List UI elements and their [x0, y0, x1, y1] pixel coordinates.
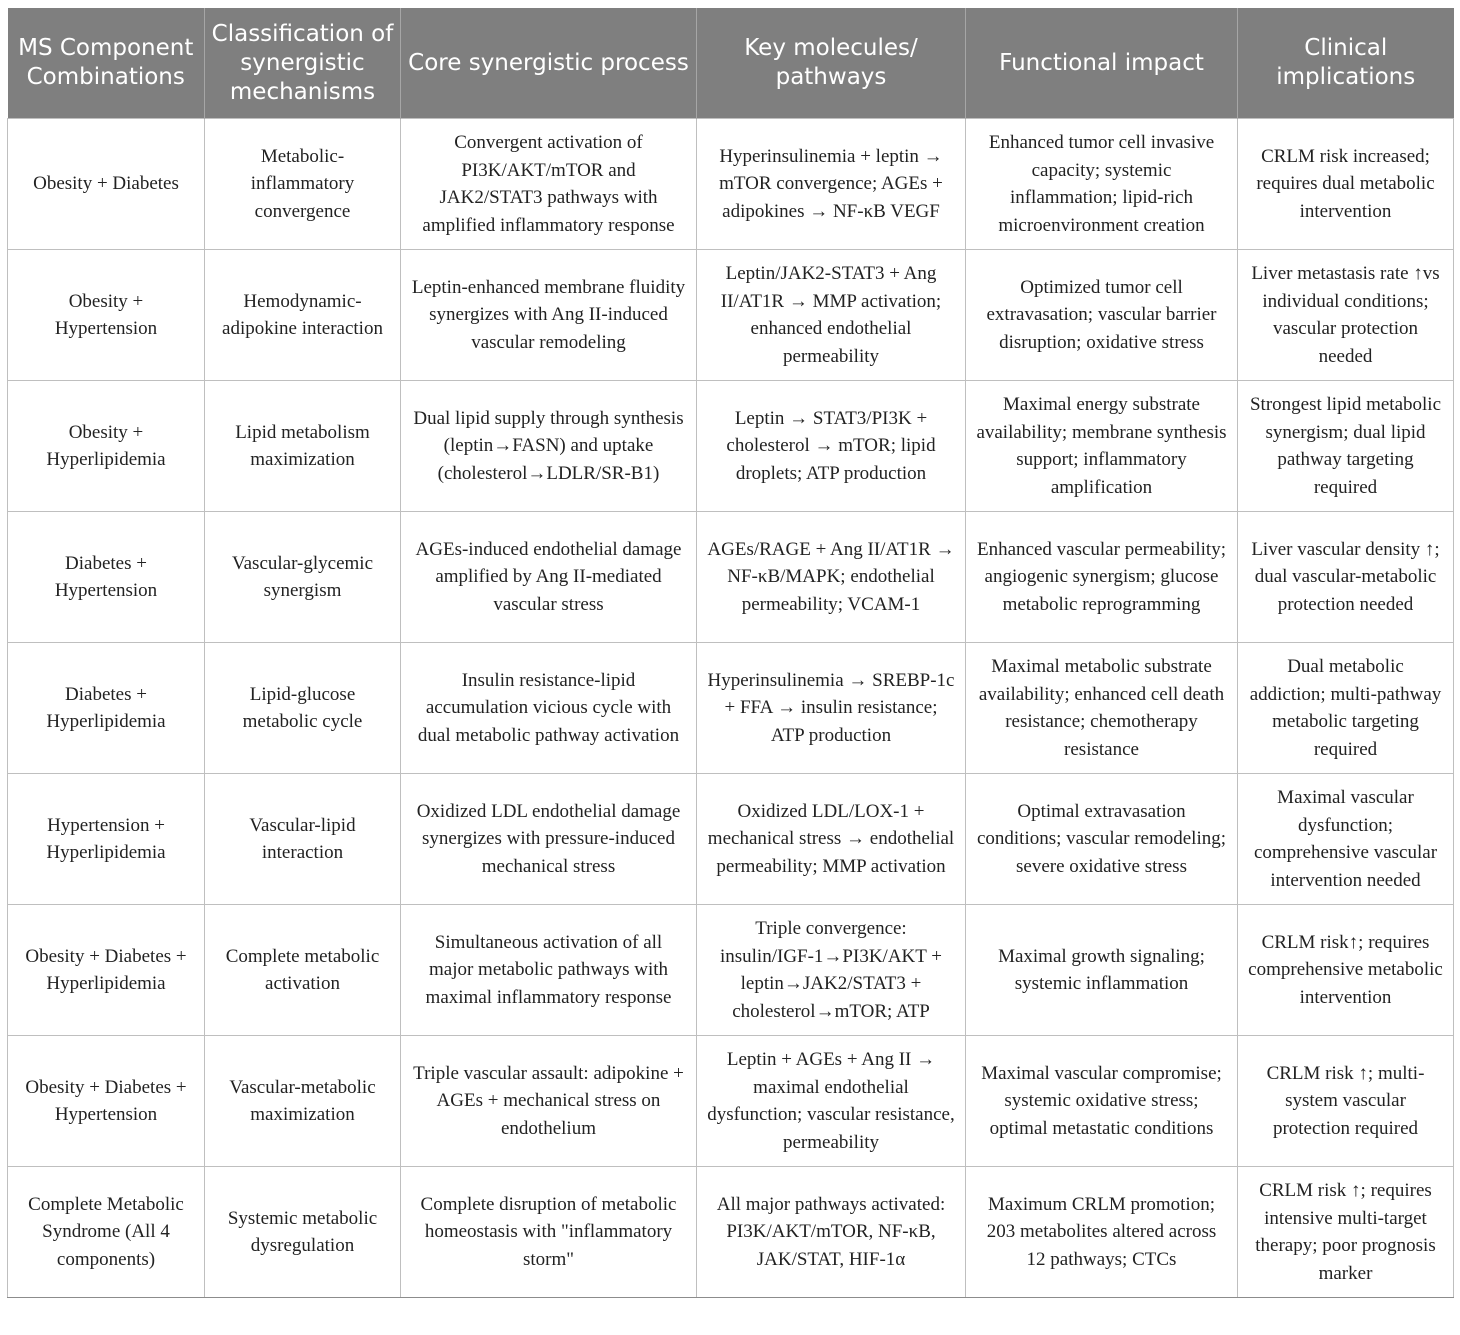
table-row [8, 905, 1454, 1036]
table-cell: Maximal vascular dysfunction; comprehensive vascular intervention needed [1238, 774, 1454, 905]
table-cell: Leptin + AGEs + Ang II → maximal endothelial dysfunction; vascular resistance, permeability [697, 1036, 966, 1167]
table-cell: Complete Metabolic Syndrome (All 4 components) [8, 1167, 205, 1298]
table-cell: Strongest lipid metabolic synergism; dual lipid pathway targeting required [1238, 381, 1454, 512]
table-cell: Lipid metabolism maximization [205, 381, 401, 512]
table-cell: CRLM risk increased; requires dual metabolic intervention [1238, 119, 1454, 250]
table-cell: Optimal extravasation conditions; vascular remodeling; severe oxidative stress [966, 774, 1238, 905]
table-cell: Leptin-enhanced membrane fluidity synergizes with Ang II-induced vascular remodeling [401, 250, 697, 381]
table-row [8, 381, 1454, 512]
table-cell: CRLM risk ↑; requires intensive multi-target therapy; poor prognosis marker [1238, 1167, 1454, 1298]
table-row [8, 512, 1454, 643]
table-cell: Metabolic-inflammatory convergence [205, 119, 401, 250]
table-row [8, 1167, 1454, 1298]
table-cell: Complete metabolic activation [205, 905, 401, 1036]
synergy-table [7, 8, 1454, 1298]
table-cell: Dual metabolic addiction; multi-pathway metabolic targeting required [1238, 643, 1454, 774]
table-cell: AGEs/RAGE + Ang II/AT1R → NF-κB/MAPK; endothelial permeability; VCAM-1 [697, 512, 966, 643]
table-row [8, 119, 1454, 250]
table-cell: Complete disruption of metabolic homeostasis with "inflammatory storm" [401, 1167, 697, 1298]
table-cell: Liver metastasis rate ↑vs individual conditions; vascular protection needed [1238, 250, 1454, 381]
table-cell: Hemodynamic-adipokine interaction [205, 250, 401, 381]
table-cell: Convergent activation of PI3K/AKT/mTOR and JAK2/STAT3 pathways with amplified inflammatory response [401, 119, 697, 250]
table-cell: Obesity + Diabetes + Hyperlipidemia [8, 905, 205, 1036]
header-classification: Classification of synergistic mechanisms [205, 8, 401, 119]
header-core-process: Core synergistic process [401, 8, 697, 119]
table-cell: Oxidized LDL/LOX-1 + mechanical stress → endothelial permeability; MMP activation [697, 774, 966, 905]
table-cell: Vascular-glycemic synergism [205, 512, 401, 643]
table-cell: Enhanced tumor cell invasive capacity; systemic inflammation; lipid-rich microenvironment creation [966, 119, 1238, 250]
table-cell: CRLM risk↑; requires comprehensive metabolic intervention [1238, 905, 1454, 1036]
table-cell: Maximal vascular compromise; systemic oxidative stress; optimal metastatic conditions [966, 1036, 1238, 1167]
table-cell: Obesity + Hypertension [8, 250, 205, 381]
header-key-molecules: Key molecules/ pathways [697, 8, 966, 119]
table-row [8, 250, 1454, 381]
table-row [8, 1036, 1454, 1167]
header-functional-impact: Functional impact [966, 8, 1238, 119]
table-container [7, 8, 1453, 1298]
table-cell: Oxidized LDL endothelial damage synergizes with pressure-induced mechanical stress [401, 774, 697, 905]
table-cell: CRLM risk ↑; multi-system vascular protection required [1238, 1036, 1454, 1167]
table-cell: Maximal growth signaling; systemic inflammation [966, 905, 1238, 1036]
table-cell: Optimized tumor cell extravasation; vascular barrier disruption; oxidative stress [966, 250, 1238, 381]
header-clinical-implications: Clinical implications [1238, 8, 1454, 119]
table-cell: AGEs-induced endothelial damage amplified by Ang II-mediated vascular stress [401, 512, 697, 643]
table-cell: Leptin → STAT3/PI3K + cholesterol → mTOR; lipid droplets; ATP production [697, 381, 966, 512]
table-cell: Maximum CRLM promotion; 203 metabolites altered across 12 pathways; CTCs [966, 1167, 1238, 1298]
table-cell: Vascular-lipid interaction [205, 774, 401, 905]
table-cell: Obesity + Diabetes + Hypertension [8, 1036, 205, 1167]
table-cell: Lipid-glucose metabolic cycle [205, 643, 401, 774]
table-cell: Liver vascular density ↑; dual vascular-metabolic protection needed [1238, 512, 1454, 643]
table-cell: Diabetes + Hyperlipidemia [8, 643, 205, 774]
table-cell: Simultaneous activation of all major metabolic pathways with maximal inflammatory response [401, 905, 697, 1036]
table-cell: Leptin/JAK2-STAT3 + Ang II/AT1R → MMP activation; enhanced endothelial permeability [697, 250, 966, 381]
table-row [8, 774, 1454, 905]
table-cell: Vascular-metabolic maximization [205, 1036, 401, 1167]
table-cell: Systemic metabolic dysregulation [205, 1167, 401, 1298]
table-cell: Maximal energy substrate availability; membrane synthesis support; inflammatory amplification [966, 381, 1238, 512]
table-cell: Triple vascular assault: adipokine + AGEs + mechanical stress on endothelium [401, 1036, 697, 1167]
table-cell: Triple convergence: insulin/IGF-1→PI3K/AKT + leptin→JAK2/STAT3 + cholesterol→mTOR; ATP [697, 905, 966, 1036]
table-cell: Hypertension + Hyperlipidemia [8, 774, 205, 905]
table-cell: Hyperinsulinemia → SREBP-1c + FFA → insulin resistance; ATP production [697, 643, 966, 774]
table-cell: Diabetes + Hypertension [8, 512, 205, 643]
table-cell: All major pathways activated: PI3K/AKT/mTOR, NF-κB, JAK/STAT, HIF-1α [697, 1167, 966, 1298]
table-cell: Hyperinsulinemia + leptin → mTOR convergence; AGEs + adipokines → NF-κB VEGF [697, 119, 966, 250]
table-cell: Enhanced vascular permeability; angiogenic synergism; glucose metabolic reprogramming [966, 512, 1238, 643]
table-cell: Insulin resistance-lipid accumulation vicious cycle with dual metabolic pathway activation [401, 643, 697, 774]
header-row [8, 8, 1454, 119]
table-cell: Obesity + Hyperlipidemia [8, 381, 205, 512]
table-cell: Dual lipid supply through synthesis (leptin→FASN) and uptake (cholesterol→LDLR/SR-B1) [401, 381, 697, 512]
table-cell: Obesity + Diabetes [8, 119, 205, 250]
header-ms-components: MS Component Combinations [8, 8, 205, 119]
table-row [8, 643, 1454, 774]
table-cell: Maximal metabolic substrate availability; enhanced cell death resistance; chemotherapy resistance [966, 643, 1238, 774]
